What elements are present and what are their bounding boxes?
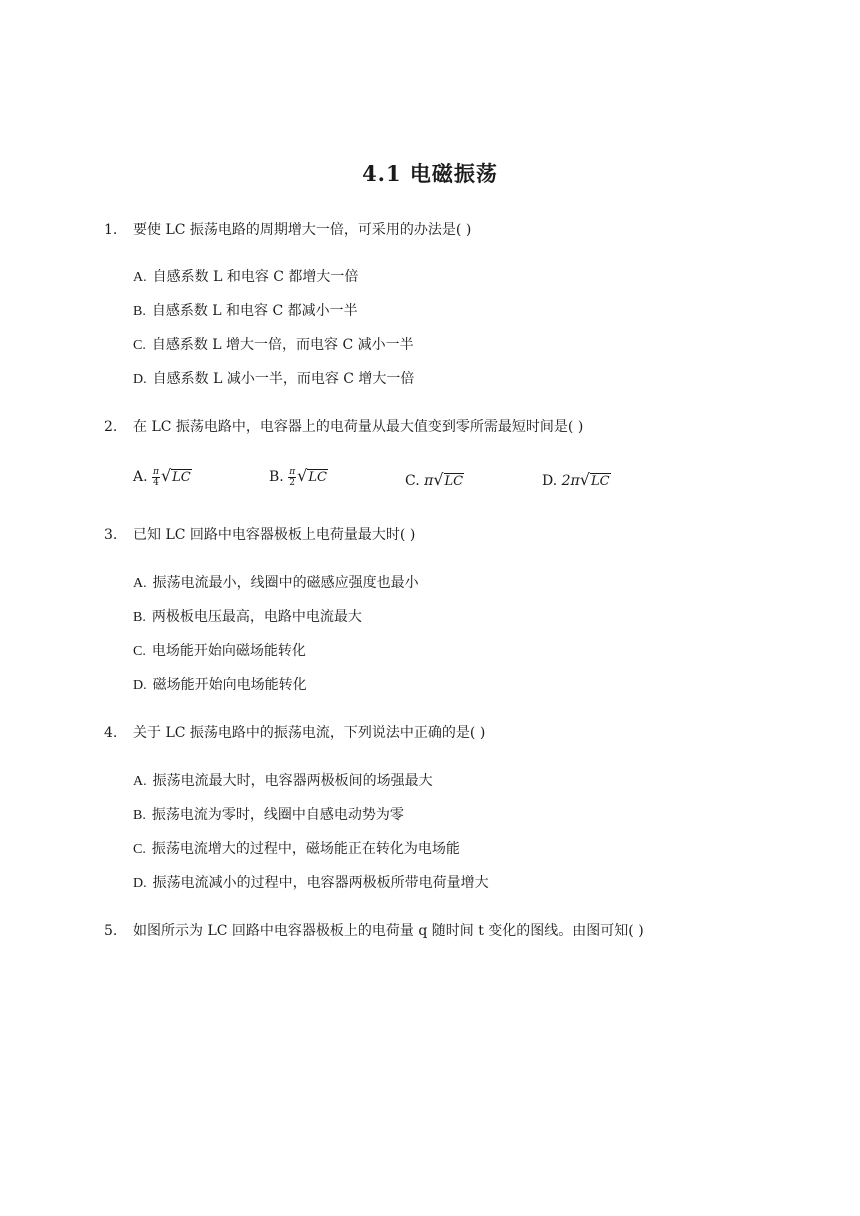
option-1b: [133, 300, 358, 320]
option-text: 磁场能开始向电场能转化: [152, 677, 307, 693]
option-text: 自感系数 L 和电容 C 都增大一倍: [152, 269, 359, 285]
question-text: 已知 LC 回路中电容器极板上电荷量最大时( ): [133, 527, 416, 543]
option-label: C.: [405, 473, 420, 489]
option-text: 振荡电流最大时，电容器两极板间的场强最大: [152, 773, 433, 789]
question-text: 要使 LC 振荡电路的周期增大一倍，可采用的办法是( ): [133, 222, 472, 238]
option-label: A.: [133, 469, 148, 485]
option-label: B.: [133, 808, 146, 823]
option-3d: [133, 674, 307, 694]
question-text: 如图所示为 LC 回路中电容器极板上的电荷量 q 随时间 t 变化的图线。由图可知( ): [133, 923, 644, 939]
question-text: 关于 LC 振荡电路中的振荡电流，下列说法中正确的是( ): [133, 725, 486, 741]
fraction: $\frac{\pi}{4}$: [153, 466, 159, 488]
option-label: B.: [133, 304, 146, 319]
option-2b: [269, 466, 328, 488]
question-4: [104, 722, 485, 742]
option-1c: [133, 334, 414, 354]
question-number: 5.: [104, 923, 118, 939]
option-label: C.: [133, 644, 146, 659]
option-text: 振荡电流增大的过程中，磁场能正在转化为电场能: [151, 841, 460, 857]
option-text: 振荡电流为零时，线圈中自感电动势为零: [151, 807, 404, 823]
option-4d: [133, 872, 489, 892]
coefficient: 2π: [561, 473, 580, 489]
option-label: D.: [133, 678, 147, 693]
option-label: D.: [542, 473, 558, 489]
coefficient: π: [424, 473, 434, 489]
sqrt-expression: √LC: [160, 466, 191, 485]
question-5: [104, 920, 644, 940]
option-label: A.: [133, 576, 147, 591]
option-2c: [405, 470, 464, 489]
question-text: 在 LC 振荡电路中，电容器上的电荷量从最大值变到零所需最短时间是( ): [133, 419, 584, 435]
option-2d: [542, 470, 611, 489]
option-text: 电场能开始向磁场能转化: [151, 643, 306, 659]
question-3: [104, 524, 415, 544]
option-label: A.: [133, 774, 147, 789]
option-text: 振荡电流最小，线圈中的磁感应强度也最小: [152, 575, 419, 591]
sqrt-expression: √LC: [433, 470, 464, 489]
option-3c: [133, 640, 306, 660]
option-2a: [133, 466, 192, 488]
option-label: B.: [133, 610, 146, 625]
option-4b: [133, 804, 404, 824]
option-text: 两极板电压最高，电路中电流最大: [151, 609, 362, 625]
option-label: C.: [133, 338, 146, 353]
page-title: 4.1 电磁振荡: [362, 161, 498, 186]
question-number: 1.: [104, 222, 118, 238]
sqrt-expression: √LC: [579, 470, 610, 489]
option-text: 振荡电流减小的过程中，电容器两极板所带电荷量增大: [152, 875, 489, 891]
question-1: [104, 219, 471, 239]
option-label: D.: [133, 372, 147, 387]
option-text: 自感系数 L 减小一半，而电容 C 增大一倍: [152, 371, 415, 387]
option-1a: [133, 266, 358, 286]
question-number: 4.: [104, 725, 118, 741]
option-label: D.: [133, 876, 147, 891]
option-label: B.: [269, 469, 284, 485]
option-3b: [133, 606, 362, 626]
option-4c: [133, 838, 460, 858]
sqrt-expression: √LC: [297, 466, 327, 485]
option-text: 自感系数 L 增大一倍，而电容 C 减小一半: [151, 337, 414, 353]
option-4a: [133, 770, 433, 790]
question-number: 3.: [104, 527, 118, 543]
option-label: C.: [133, 842, 146, 857]
option-label: A.: [133, 270, 147, 285]
question-number: 2.: [104, 419, 118, 435]
fraction: $\frac{\pi}{2}$: [289, 466, 296, 488]
question-2: [104, 416, 583, 436]
option-text: 自感系数 L 和电容 C 都减小一半: [151, 303, 358, 319]
option-3a: [133, 572, 419, 592]
option-1d: [133, 368, 414, 388]
